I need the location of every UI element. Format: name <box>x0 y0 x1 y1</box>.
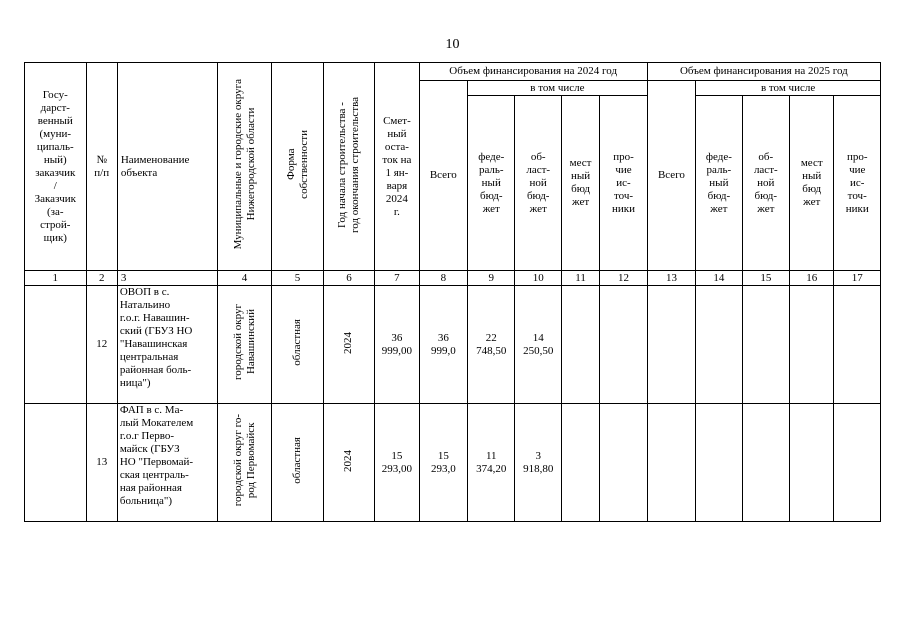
column-number: 9 <box>468 271 515 286</box>
district-cell: городской округ Навашинский <box>217 286 272 404</box>
estimate-cell: 36 999,00 <box>375 286 419 404</box>
local-2025-cell <box>790 404 834 522</box>
local-2024-cell <box>561 286 599 404</box>
total-2025-cell <box>647 286 695 404</box>
row-number: 13 <box>86 404 117 522</box>
header-customer: Госу- дарст- венный (муни- ципаль- ный) заказчик / Заказчик (за- строй- щик) <box>25 63 87 271</box>
customer-cell <box>25 286 87 404</box>
header-local-2024: мест ный бюд жет <box>561 96 599 271</box>
row-number: 12 <box>86 286 117 404</box>
federal-2024-cell: 22 748,50 <box>468 286 515 404</box>
column-number: 6 <box>323 271 374 286</box>
ownership-cell: областная <box>272 286 323 404</box>
total-2024-cell: 15 293,0 <box>419 404 467 522</box>
page-number: 10 <box>445 37 460 52</box>
column-number: 2 <box>86 271 117 286</box>
total-2025-cell <box>647 404 695 522</box>
table-row <box>25 286 881 404</box>
header-including-2025: в том числе <box>696 81 881 96</box>
column-number: 7 <box>375 271 419 286</box>
district-cell: городской округ го- род Первомайск <box>217 404 272 522</box>
regional-2024-cell: 3 918,80 <box>515 404 561 522</box>
other-2025-cell <box>834 286 881 404</box>
ownership-cell: областная <box>272 404 323 522</box>
header-total-2024: Всего <box>419 81 467 271</box>
object-name: ОВОП в с. Натальино г.о.г. Навашин- ский (ГБУЗ НО "Навашинская центральная районная боль- ница") <box>117 286 217 404</box>
other-2024-cell <box>600 404 647 522</box>
column-number: 5 <box>272 271 323 286</box>
column-number: 16 <box>790 271 834 286</box>
header-object-name: Наименование объекта <box>117 63 217 271</box>
header-financing-2025: Объем финансирования на 2025 год <box>647 63 880 81</box>
customer-cell <box>25 404 87 522</box>
header-district: Муниципальные и городские округа Нижегородской области <box>217 63 272 271</box>
estimate-cell: 15 293,00 <box>375 404 419 522</box>
header-other-2024: про- чие ис- точ- ники <box>600 96 647 271</box>
local-2025-cell <box>790 286 834 404</box>
column-number: 14 <box>696 271 742 286</box>
other-2024-cell <box>600 286 647 404</box>
column-number: 11 <box>561 271 599 286</box>
federal-2024-cell: 11 374,20 <box>468 404 515 522</box>
header-federal-2025: феде- раль- ный бюд- жет <box>696 96 742 271</box>
object-name: ФАП в с. Ма- лый Мокателем г.о.г Перво- майск (ГБУЗ НО "Первомай- ская централь- ная районная больница") <box>117 404 217 522</box>
column-number: 15 <box>742 271 789 286</box>
column-number: 3 <box>117 271 217 286</box>
header-including-2024: в том числе <box>468 81 648 96</box>
other-2025-cell <box>834 404 881 522</box>
column-number: 4 <box>217 271 272 286</box>
local-2024-cell <box>561 404 599 522</box>
header-row-number: № п/п <box>86 63 117 271</box>
federal-2025-cell <box>696 286 742 404</box>
column-number: 13 <box>647 271 695 286</box>
header-estimate-balance: Смет- ный оста- ток на 1 ян- варя 2024 г. <box>375 63 419 271</box>
column-numbers-row <box>25 271 881 286</box>
column-number: 1 <box>25 271 87 286</box>
header-financing-2024: Объем финансирования на 2024 год <box>419 63 647 81</box>
column-number: 10 <box>515 271 561 286</box>
header-regional-2024: об- ласт- ной бюд- жет <box>515 96 561 271</box>
column-number: 8 <box>419 271 467 286</box>
header-other-2025: про- чие ис- точ- ники <box>834 96 881 271</box>
year-cell: 2024 <box>323 404 374 522</box>
financing-table <box>24 62 881 522</box>
regional-2025-cell <box>742 286 789 404</box>
header-total-2025: Всего <box>647 81 695 271</box>
header-federal-2024: феде- раль- ный бюд- жет <box>468 96 515 271</box>
header-local-2025: мест ный бюд жет <box>790 96 834 271</box>
regional-2025-cell <box>742 404 789 522</box>
total-2024-cell: 36 999,0 <box>419 286 467 404</box>
column-number: 12 <box>600 271 647 286</box>
header-regional-2025: об- ласт- ной бюд- жет <box>742 96 789 271</box>
header-construction-years: Год начала строительства - год окончания строительства <box>323 63 374 271</box>
federal-2025-cell <box>696 404 742 522</box>
table-row <box>25 404 881 522</box>
regional-2024-cell: 14 250,50 <box>515 286 561 404</box>
column-number: 17 <box>834 271 881 286</box>
year-cell: 2024 <box>323 286 374 404</box>
header-ownership: Форма собственности <box>272 63 323 271</box>
